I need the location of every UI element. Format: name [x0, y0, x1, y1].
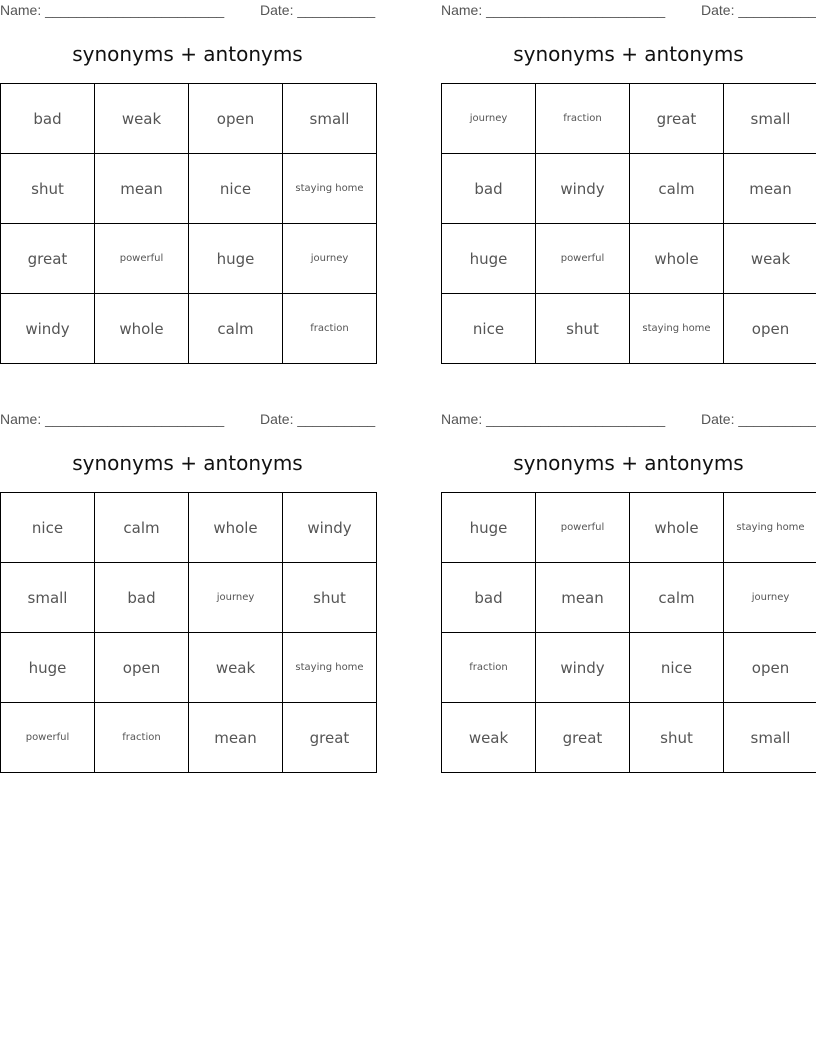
- grid-cell: bad: [442, 563, 536, 633]
- grid-cell: nice: [442, 294, 536, 364]
- card-title: synonyms + antonyms: [72, 451, 303, 475]
- grid-cell: whole: [95, 294, 189, 364]
- grid-row: [442, 294, 816, 364]
- grid-row: [442, 633, 816, 703]
- grid-cell: staying home: [283, 633, 377, 703]
- name-field: Name: _______________________: [441, 2, 666, 18]
- grid-row: [442, 84, 816, 154]
- grid-cell: staying home: [724, 493, 816, 563]
- grid-row: [1, 84, 377, 154]
- grid-cell: weak: [724, 224, 816, 294]
- bingo-card-3: [0, 409, 375, 769]
- grid-row: [1, 294, 377, 364]
- grid-row: [442, 703, 816, 773]
- grid-cell: small: [1, 563, 95, 633]
- grid-cell: nice: [189, 154, 283, 224]
- grid-cell: staying home: [630, 294, 724, 364]
- grid-cell: fraction: [536, 84, 630, 154]
- grid-cell: bad: [1, 84, 95, 154]
- grid-cell: whole: [189, 493, 283, 563]
- grid-cell: calm: [630, 563, 724, 633]
- grid-cell: windy: [283, 493, 377, 563]
- date-field: Date: __________: [260, 411, 376, 427]
- card-title: synonyms + antonyms: [513, 42, 744, 66]
- grid-cell: windy: [536, 154, 630, 224]
- grid-cell: huge: [442, 493, 536, 563]
- grid-cell: open: [724, 294, 816, 364]
- date-field: Date: __________: [701, 2, 816, 18]
- grid-cell: great: [630, 84, 724, 154]
- grid-cell: staying home: [283, 154, 377, 224]
- grid-cell: powerful: [95, 224, 189, 294]
- grid-cell: powerful: [536, 493, 630, 563]
- grid-cell: windy: [1, 294, 95, 364]
- grid-cell: shut: [283, 563, 377, 633]
- grid-cell: journey: [724, 563, 816, 633]
- grid-cell: small: [724, 84, 816, 154]
- grid-cell: fraction: [283, 294, 377, 364]
- grid-cell: nice: [1, 493, 95, 563]
- name-field: Name: _______________________: [0, 411, 225, 427]
- name-field: Name: _______________________: [0, 2, 225, 18]
- grid-cell: shut: [1, 154, 95, 224]
- grid-cell: journey: [189, 563, 283, 633]
- grid-cell: fraction: [95, 703, 189, 773]
- card-title: synonyms + antonyms: [513, 451, 744, 475]
- bingo-card-1: [0, 0, 375, 360]
- grid-cell: open: [189, 84, 283, 154]
- grid-cell: huge: [442, 224, 536, 294]
- grid-cell: calm: [189, 294, 283, 364]
- grid-cell: calm: [630, 154, 724, 224]
- grid-cell: great: [536, 703, 630, 773]
- grid-cell: mean: [189, 703, 283, 773]
- date-field: Date: __________: [260, 2, 376, 18]
- grid-cell: journey: [283, 224, 377, 294]
- grid-cell: fraction: [442, 633, 536, 703]
- grid-cell: nice: [630, 633, 724, 703]
- grid-cell: windy: [536, 633, 630, 703]
- grid-cell: weak: [442, 703, 536, 773]
- card-header: [441, 411, 816, 429]
- grid-cell: huge: [189, 224, 283, 294]
- grid-row: [442, 154, 816, 224]
- card-header: [0, 411, 375, 429]
- card-header: [441, 2, 816, 20]
- name-field: Name: _______________________: [441, 411, 666, 427]
- grid-cell: whole: [630, 224, 724, 294]
- grid-cell: calm: [95, 493, 189, 563]
- grid-row: [442, 493, 816, 563]
- grid-cell: weak: [189, 633, 283, 703]
- grid-row: [1, 493, 377, 563]
- grid-row: [1, 633, 377, 703]
- grid-row: [442, 224, 816, 294]
- grid-cell: mean: [95, 154, 189, 224]
- grid-row: [1, 154, 377, 224]
- grid-cell: bad: [442, 154, 536, 224]
- grid-cell: journey: [442, 84, 536, 154]
- grid-row: [1, 224, 377, 294]
- bingo-card-2: [441, 0, 816, 360]
- grid-cell: mean: [724, 154, 816, 224]
- grid-cell: open: [95, 633, 189, 703]
- grid-cell: powerful: [1, 703, 95, 773]
- bingo-grid: [441, 83, 816, 364]
- card-header: [0, 2, 375, 20]
- grid-cell: powerful: [536, 224, 630, 294]
- date-field: Date: __________: [701, 411, 816, 427]
- grid-cell: small: [724, 703, 816, 773]
- grid-cell: great: [1, 224, 95, 294]
- grid-cell: open: [724, 633, 816, 703]
- grid-cell: weak: [95, 84, 189, 154]
- grid-cell: mean: [536, 563, 630, 633]
- grid-cell: bad: [95, 563, 189, 633]
- bingo-grid: [441, 492, 816, 773]
- grid-cell: huge: [1, 633, 95, 703]
- grid-cell: shut: [630, 703, 724, 773]
- card-title: synonyms + antonyms: [72, 42, 303, 66]
- grid-row: [442, 563, 816, 633]
- grid-cell: small: [283, 84, 377, 154]
- bingo-grid: [0, 492, 377, 773]
- grid-cell: great: [283, 703, 377, 773]
- bingo-card-4: [441, 409, 816, 769]
- grid-cell: whole: [630, 493, 724, 563]
- bingo-grid: [0, 83, 377, 364]
- grid-row: [1, 703, 377, 773]
- grid-cell: shut: [536, 294, 630, 364]
- grid-row: [1, 563, 377, 633]
